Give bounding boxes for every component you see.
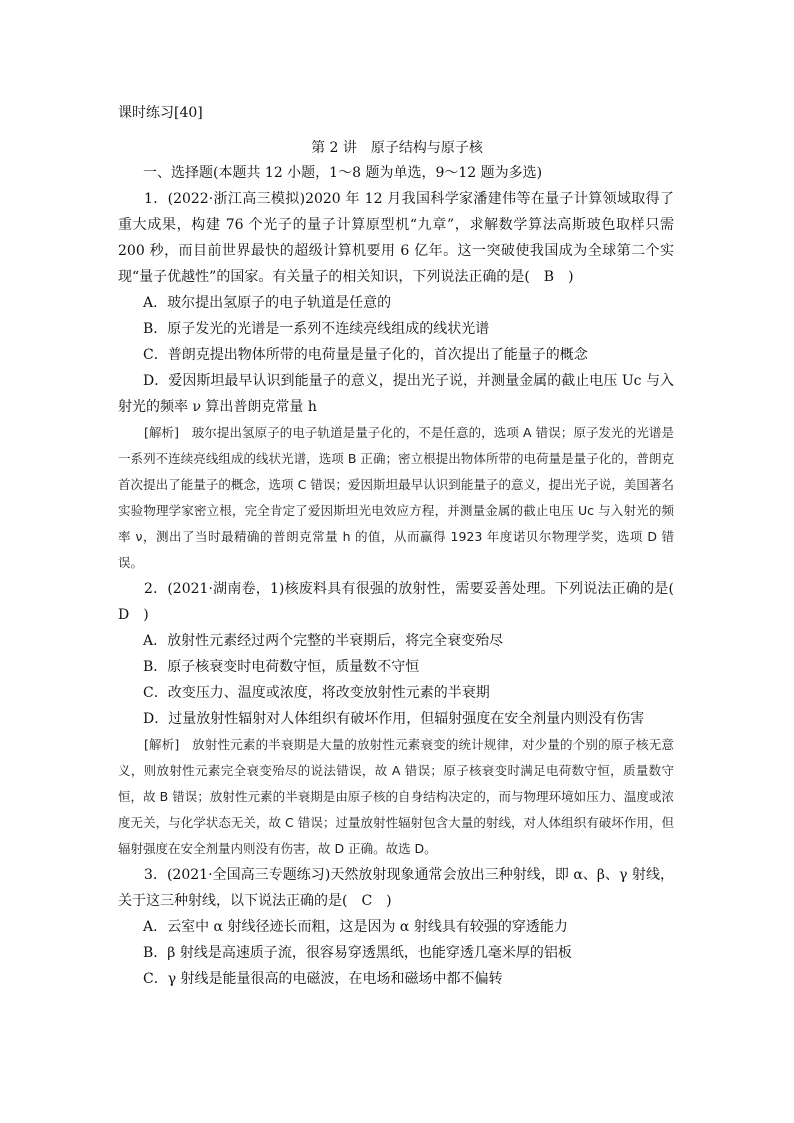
course-label: 课时练习[40]: [118, 105, 203, 121]
document-body: [118, 160, 688, 992]
question-2-option-b: B．原子核衰变时电荷数守恒，质量数不守恒: [143, 659, 420, 675]
question-1-option-a: A．玻尔提出氢原子的电子轨道是任意的: [143, 295, 392, 311]
question-3-option-a: A．云室中 α 射线径迹长而粗，这是因为 α 射线具有较强的穿透能力: [143, 919, 568, 935]
question-2-explanation: [解析] 放射性元素的半衰期是大量的放射性元素衰变的统计规律，对少量的个别的原子核无意义，则放射性元素完全衰变殆尽的说法错误，故 A 错误；原子核衰变时满足电荷数守恒，质量数守恒，故 B 错误；放射性元素的半衰期是由原子核的自身结构决定的，而与物理环境如压力、温度或浓度无关，与化学状态无关，故 C 错误；过量放射性辐射包含大量的射线，对人体组织有破坏作用，但辐射强度在安全剂量内则没有伤害，故 D 正确。故选 D。: [118, 737, 674, 856]
section-heading: 一、选择题(本题共 12 小题，1～8 题为单选，9～12 题为多选): [143, 165, 543, 181]
question-2-stem: 2．(2021·湖南卷，1)核废料具有很强的放射性，需要妥善处理。下列说法正确的是( D ): [118, 581, 688, 623]
question-3-stem: 3．(2021·全国高三专题练习)天然放射现象通常会放出三种射线，即 α、β、γ 射线，关于这三种射线，以下说法正确的是( C ): [118, 867, 674, 909]
question-1-option-c: C．普朗克提出物体所带的电荷量是量子化的，首次提出了能量子的概念: [143, 347, 588, 363]
question-2-option-d: D．过量放射性辐射对人体组织有破坏作用，但辐射强度在安全剂量内则没有伤害: [143, 711, 645, 727]
question-3-option-b: B．β 射线是高速质子流，很容易穿透黑纸，也能穿透几毫米厚的铝板: [143, 945, 572, 961]
lesson-title: 第 2 讲 原子结构与原子核: [311, 140, 483, 156]
question-1-stem: 1．(2022·浙江高三模拟)2020 年 12 月我国科学家潘建伟等在量子计算领域取得了重大成果，构建 76 个光子的量子计算原型机“九章”，求解数学算法高斯玻色取样只需 200 秒，而目前世界最快的超级计算机要用 6 亿年。这一突破使我国成为全球第二个实现“量子优越性”的国家。有关量子的相关知识，下列说法正确的是( B ): [118, 191, 674, 285]
question-3-option-c: C．γ 射线是能量很高的电磁波，在电场和磁场中都不偏转: [143, 971, 503, 987]
question-1-option-d: D．爱因斯坦最早认识到能量子的意义，提出光子说，并测量金属的截止电压 Uc 与入射光的频率 ν 算出普朗克常量 h: [118, 373, 674, 415]
question-1-option-b: B．原子发光的光谱是一系列不连续亮线组成的线状光谱: [143, 321, 490, 337]
question-1-explanation: [解析] 玻尔提出氢原子的电子轨道是量子化的，不是任意的，选项 A 错误；原子发光的光谱是一系列不连续亮线组成的线状光谱，选项 B 正确；密立根提出物体所带的电荷量是量子化的，普朗克首次提出了能量子的概念，选项 C 错误；爱因斯坦最早认识到能量子的意义，提出光子说，美国著名实验物理学家密立根，完全肯定了爱因斯坦光电效应方程，并测量金属的截止电压 Uc 与入射光的频率 ν，测出了当时最精确的普朗克常量 h 的值，从而赢得 1923 年度诺贝尔物理学奖，选项 D 错误。: [118, 425, 674, 570]
question-2-option-a: A．放射性元素经过两个完整的半衰期后，将完全衰变殆尽: [143, 633, 504, 649]
question-2-option-c: C．改变压力、温度或浓度，将改变放射性元素的半衰期: [143, 685, 490, 701]
